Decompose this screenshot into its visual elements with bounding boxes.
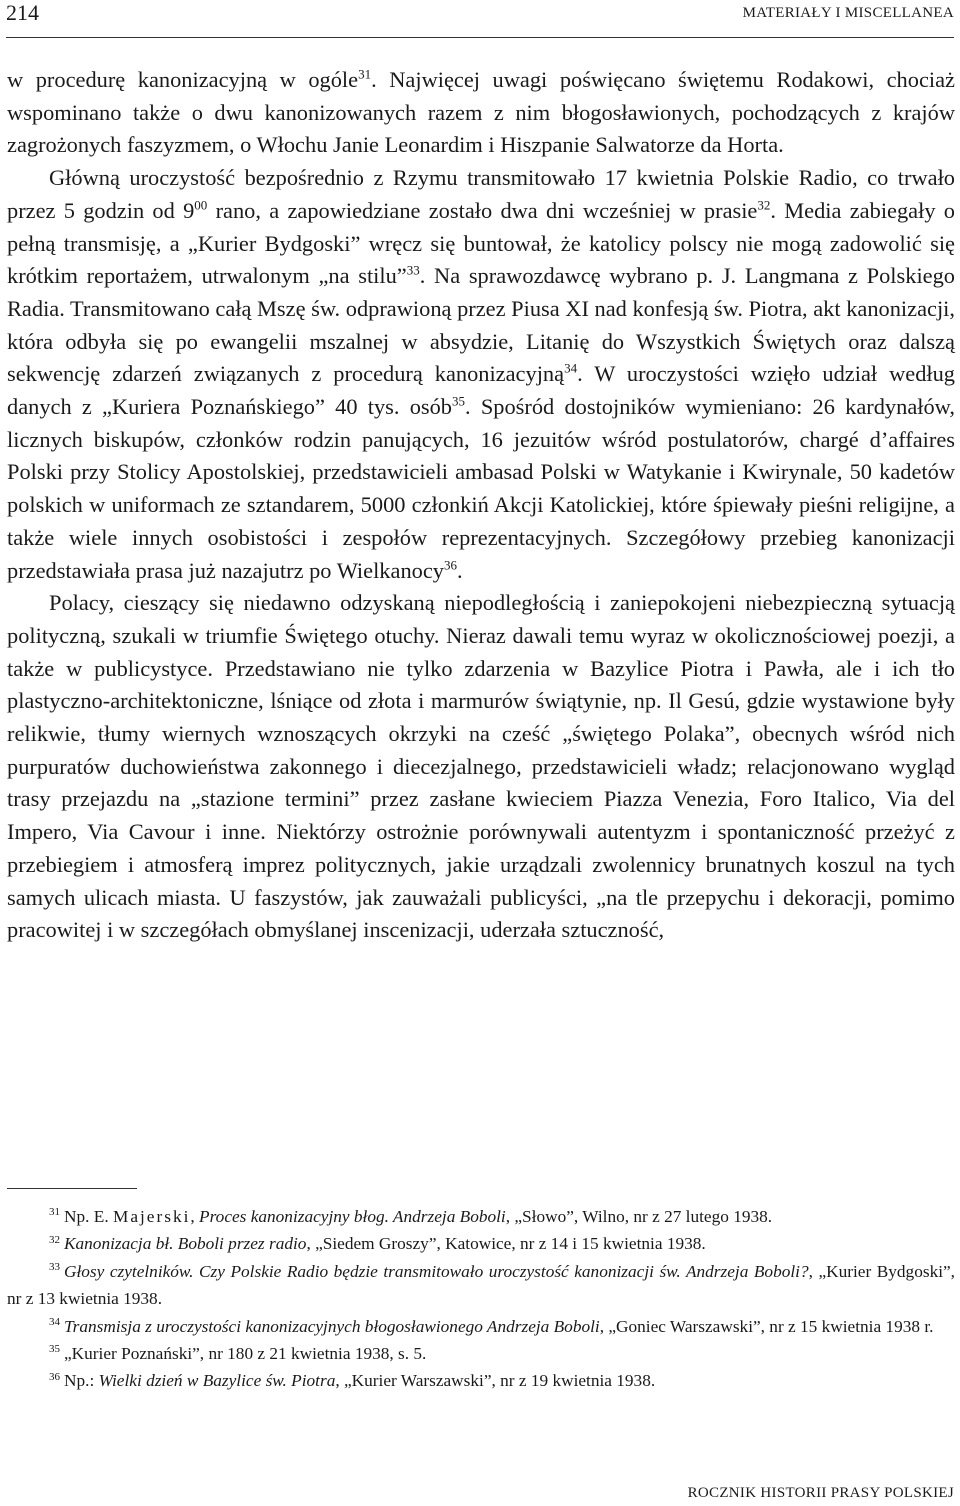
text-run: Główną uroczystość bezpośrednio z Rzymu transmitowało 17 kwietnia Polskie Radio, co trwało przez 5 godzin od 9	[7, 165, 955, 223]
footnote-31	[7, 1203, 955, 1230]
footnote-title: Transmisja z uroczystości kanonizacyjnych błogosławionego Andrzeja Boboli	[64, 1316, 600, 1336]
footnote-text: , „Goniec Warszawski”, nr z 15 kwietnia 1938 r.	[599, 1316, 934, 1336]
footnote-number: 32	[49, 1233, 60, 1246]
paragraph-1	[7, 64, 955, 162]
footnote-text: „Kurier Poznański”, nr 180 z 21 kwietnia 1938, s. 5.	[64, 1344, 427, 1364]
footnote-number: 36	[49, 1370, 60, 1383]
text-run: . Najwięcej uwagi poświęcano świętemu Rodakowi, chociaż wspominano także o dwu kanonizowanych razem z nim błogosławionych, pochodzących z krajów zagrożonych faszyzmem, o Włochu Janie Leonardim i Hiszpanie Salwatorze da Horta.	[7, 67, 955, 158]
footnote-33	[7, 1258, 955, 1313]
section-title: MATERIAŁY I MISCELLANEA	[742, 5, 954, 21]
footnote-title: Proces kanonizacyjny błog. Andrzeja Boboli	[199, 1207, 506, 1226]
footnote-number: 31	[49, 1206, 60, 1219]
footnote-ref-31[interactable]: 31	[358, 66, 372, 82]
footnote-ref-36[interactable]: 36	[443, 557, 457, 573]
footnote-text: , „Kurier Warszawski”, nr z 19 kwietnia 1938.	[335, 1371, 656, 1391]
footnote-number: 33	[49, 1261, 60, 1274]
footnote-text: , „Siedem Groszy”, Katowice, nr z 14 i 15 kwietnia 1938.	[306, 1234, 706, 1254]
footnote-title: Kanonizacja bł. Boboli przez radio	[64, 1234, 307, 1254]
footnote-36	[7, 1367, 955, 1394]
time-superscript: 00	[194, 197, 208, 213]
paragraph-2	[7, 162, 955, 587]
footnote-text: Np. E.	[64, 1207, 113, 1226]
text-run: . Na sprawozdawcę wybrano p. J. Langmana z Polskiego Radia. Transmitowano całą Mszę św. odprawioną przez Piusa XI nad konfesją św. Piotra, akt kanonizacji, która odbyła się po ewangelii mszalnej w absydzie, Litanię do Wszystkich Świętych oraz dalszą sekwencję zdarzeń związanych z procedurą kanonizacyjną	[7, 263, 955, 387]
text-run: . W uroczystości wzięło udział według danych z „Kuriera Poznańskiego” 40 tys. osób	[7, 361, 955, 420]
footnote-32	[7, 1230, 955, 1257]
footnote-number: 35	[49, 1343, 60, 1356]
footnote-number: 34	[49, 1315, 60, 1328]
footnote-ref-33[interactable]: 33	[406, 262, 420, 278]
footnotes	[7, 1203, 955, 1395]
footnote-title: Głosy czytelników. Czy Polskie Radio będzie transmitowało uroczystość kanonizacji św. Andrzeja Boboli?	[64, 1261, 809, 1281]
text-run: rano, a zapowiedziane zostało dwa dni wcześniej w prasie	[207, 197, 758, 223]
text-run: .	[456, 557, 463, 583]
footnote-text: ,	[190, 1207, 200, 1226]
footnote-author: Majerski	[112, 1207, 191, 1226]
footnote-title: Wielki dzień w Bazylice św. Piotra	[98, 1371, 336, 1391]
text-run: Polacy, cieszący się niedawno odzyskaną niepodległością i zaniepokojeni niebezpieczną sytuacją polityczną, szukali w triumfie Świętego otuchy. Nieraz dawali temu wyraz w okolicznościowej poezji, a także w publicystyce. Przedstawiano nie tylko zdarzenia w Bazylice Piotra i Pawła, ale i ich tło plastyczno-architektoniczne, lśniące od złota i marmurów świątynie, np. Il Gesú, gdzie wystawione były relikwie, tłumy wiernych wznoszących okrzyki na cześć „świętego Polaka”, obecnych wśród nich purpuratów duchowieństwa zakonnego i diecezjalnego, przedstawicieli władz; relacjonowano wygląd trasy przejazdu na „stazione termini” przez zasłane kwieciem Piazza Venezia, Foro Italico, Via del Impero, Via Cavour i inne. Niektórzy ostrożnie porównywali autentyzm i spontaniczność przeżyć z przebiegiem i atmosferą imprez politycznych, jakie urządzali zwolennicy brunatnych koszul na tych samych ulicach miasta. U faszystów, jak zauważali publicyści, „na tle przepychu i dekoracji, pomimo pracowitej i w szczegółach obmyślanej inscenizacji, uderzała sztuczność,	[7, 590, 955, 943]
text-run: . Spośród dostojników wymieniano: 26 kardynałów, licznych biskupów, członków rodzin panujących, 16 jezuitów wśród postulatorów, chargé d’affaires Polski przy Stolicy Apostolskiej, przedstawicieli ambasad Polski w Watykanie i Kwirynale, 50 kadetów polskich w uniformach ze sztandarem, 5000 członkiń Akcji Katolickiej, które śpiewały pieśni religijne, a także wiele innych osobistości i zespołów reprezentacyjnych. Szczegółowy przebieg kanonizacji przedstawiała prasa już nazajutrz po Wielkanocy	[7, 394, 955, 583]
text-run: w procedurę kanonizacyjną w ogóle	[7, 67, 359, 92]
paragraph-3	[7, 587, 955, 947]
footnote-ref-34[interactable]: 34	[564, 360, 578, 376]
running-head	[6, 0, 954, 30]
page-number: 214	[6, 0, 39, 25]
journal-footer: ROCZNIK HISTORII PRASY POLSKIEJ	[687, 1485, 954, 1501]
footnote-ref-35[interactable]: 35	[452, 393, 465, 409]
header-rule	[6, 37, 954, 38]
footnote-text: Np.:	[64, 1371, 99, 1391]
footnote-35	[7, 1340, 955, 1367]
footnote-text: , „Kurier Bydgoski”, nr z 13 kwietnia 1938.	[7, 1261, 955, 1309]
footnote-rule	[7, 1188, 137, 1189]
footnote-34	[7, 1313, 955, 1340]
text-run: . Media zabiegały o pełną transmisję, a „Kurier Bydgoski” wręcz się buntował, że katolicy polscy nie mogą zadowolić się krótkim reportażem, utrwalonym „na stilu”	[7, 197, 955, 289]
footnote-text: , „Słowo”, Wilno, nr z 27 lutego 1938.	[505, 1207, 773, 1226]
main-text	[7, 64, 955, 947]
footnote-ref-32[interactable]: 32	[757, 197, 771, 213]
